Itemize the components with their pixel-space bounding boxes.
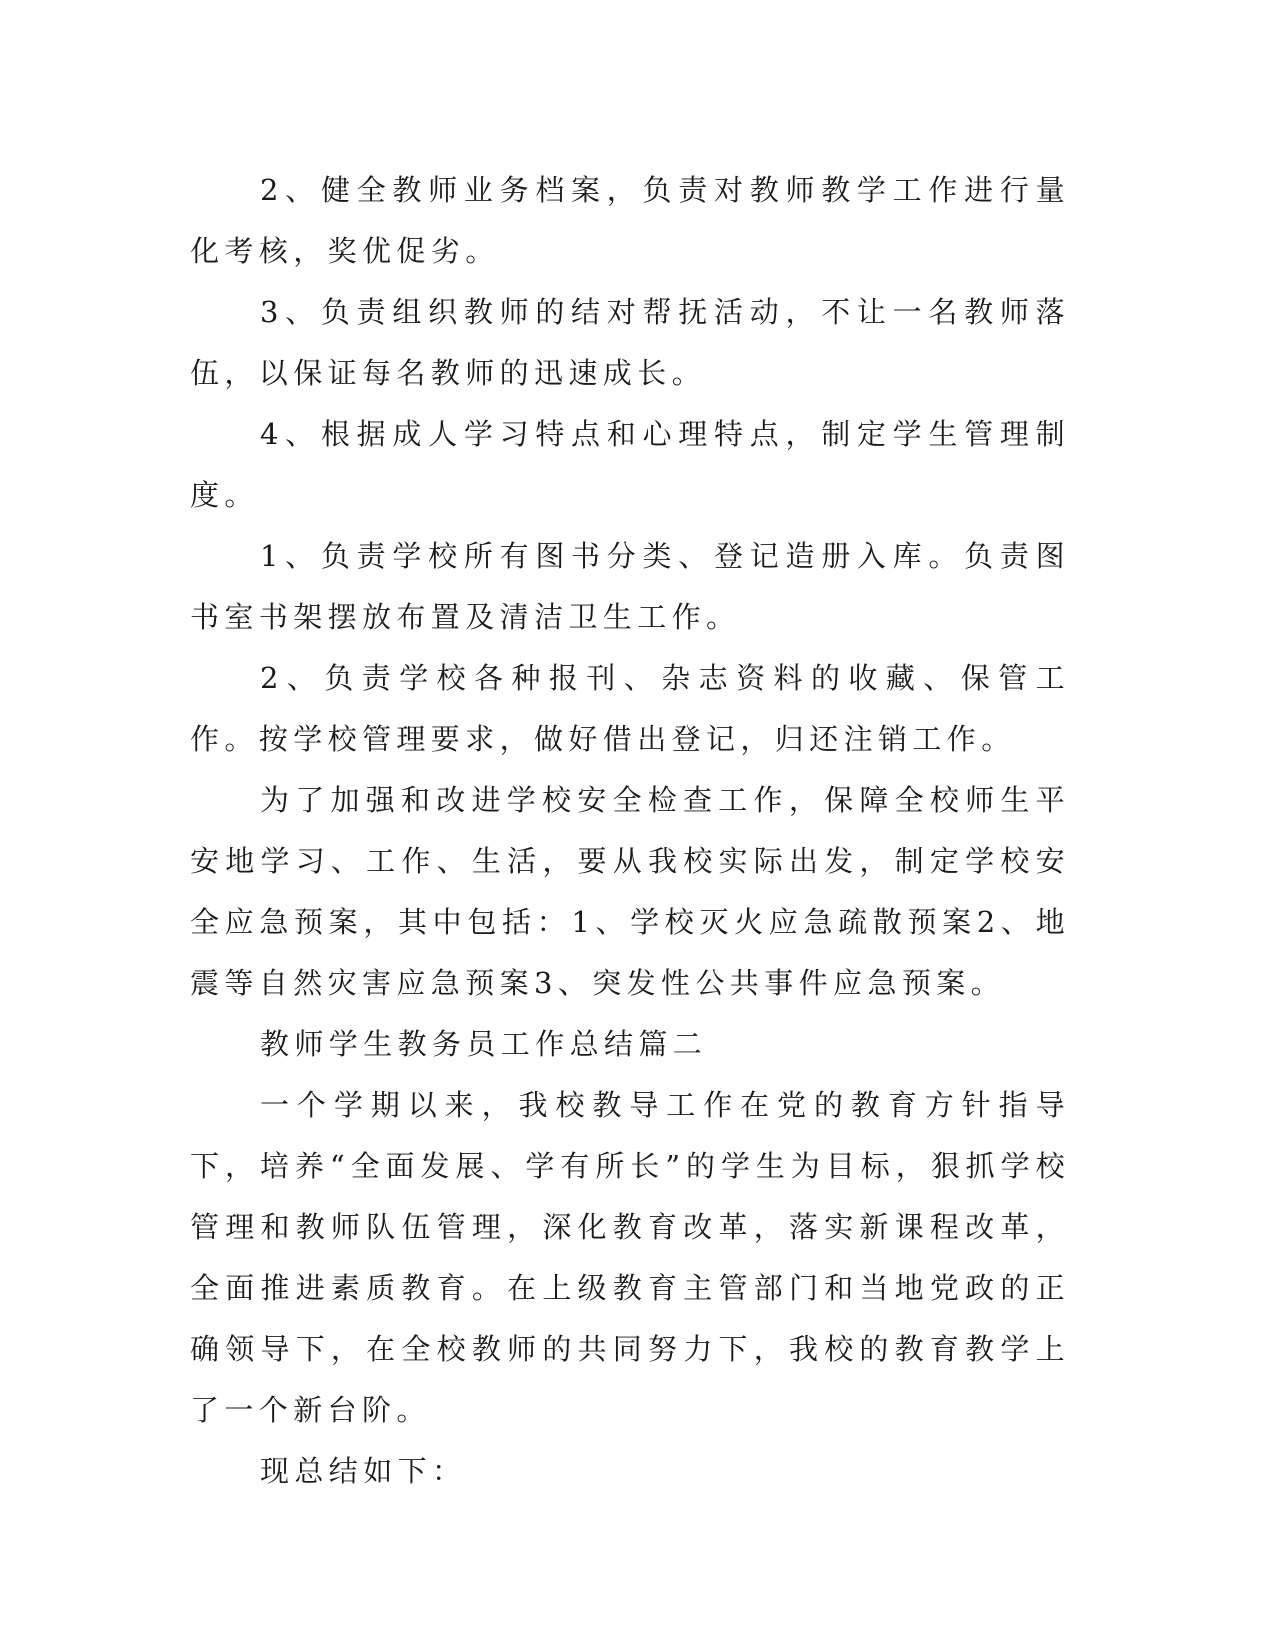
paragraph-item-duties-4: 4、根据成人学习特点和心理特点，制定学生管理制度。: [190, 417, 1070, 512]
paragraph-item-duties-3: 3、负责组织教师的结对帮抚活动，不让一名教师落伍，以保证每名教师的迅速成长。: [190, 295, 1070, 390]
document-body: [190, 160, 1070, 1502]
section-heading: 教师学生教务员工作总结篇二: [260, 1027, 708, 1061]
paragraph-library-1: 1、负责学校所有图书分类、登记造册入库。负责图书室书架摆放布置及清洁卫生工作。: [190, 539, 1070, 634]
paragraph-summary-intro: 一个学期以来，我校教导工作在党的教育方针指导下，培养“全面发展、学有所长”的学生为目标，狠抓学校管理和教师队伍管理，深化教育改革，落实新课程改革，全面推进素质教育。在上级教育主管部门和当地党政的正确领导下，在全校教师的共同努力下，我校的教育教学上了一个新台阶。: [190, 1088, 1070, 1427]
paragraph-summary-lead: 现总结如下：: [260, 1454, 467, 1488]
paragraph-safety-plan: 为了加强和改进学校安全检查工作，保障全校师生平安地学习、工作、生活，要从我校实际出发，制定学校安全应急预案，其中包括：1、学校灭火应急疏散预案2、地震等自然灾害应急预案3、突发性公共事件应急预案。: [190, 783, 1070, 1000]
paragraph-library-2: 2、负责学校各种报刊、杂志资料的收藏、保管工作。按学校管理要求，做好借出登记，归还注销工作。: [190, 661, 1070, 756]
paragraph-item-duties-2: 2、健全教师业务档案，负责对教师教学工作进行量化考核，奖优促劣。: [190, 173, 1070, 268]
